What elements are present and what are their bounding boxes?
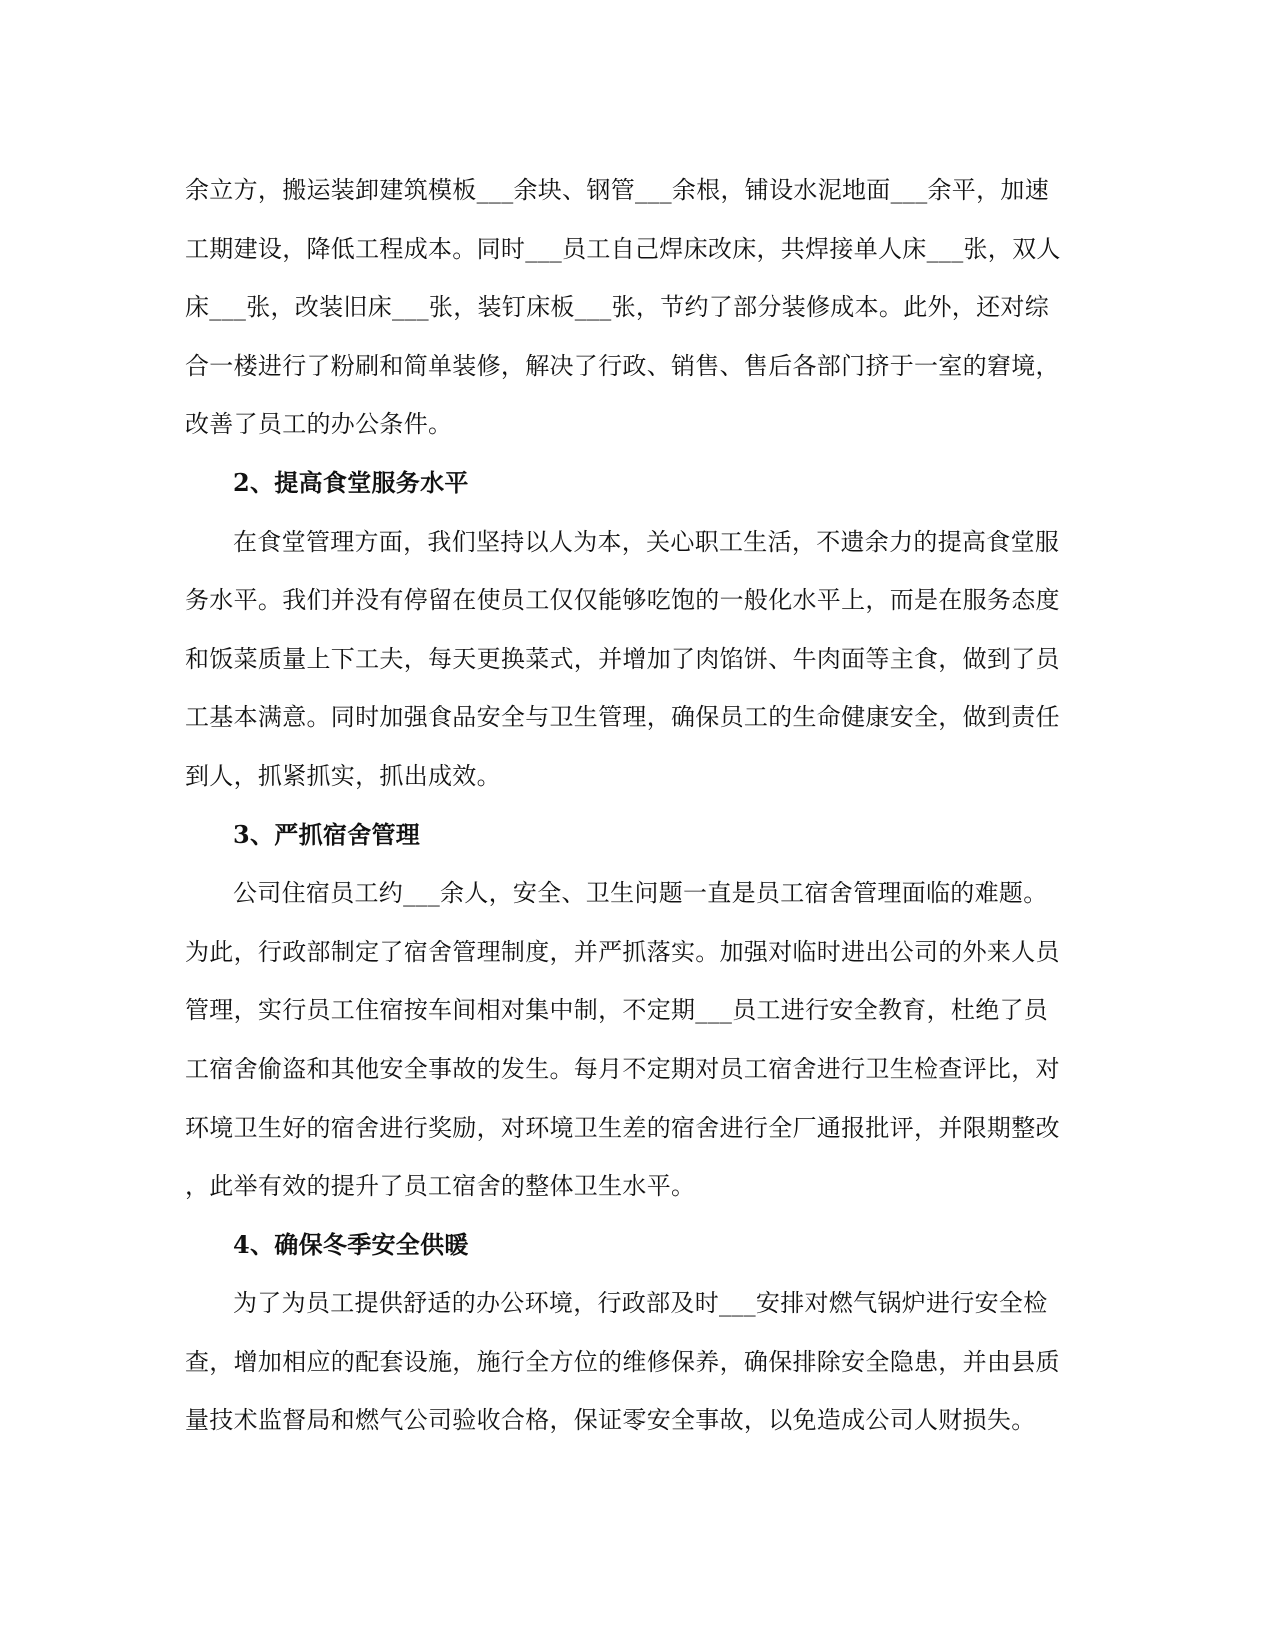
paragraph-line: 到人，抓紧抓实，抓出成效。 bbox=[185, 761, 501, 790]
paragraph-line: 公司住宿员工约___余人，安全、卫生问题一直是员工宿舍管理面临的难题。 bbox=[233, 879, 1048, 908]
paragraph-line: 环境卫生好的宿舍进行奖励，对环境卫生差的宿舍进行全厂通报批评，并限期整改 bbox=[185, 1113, 1060, 1142]
paragraph-line: 工基本满意。同时加强食品安全与卫生管理，确保员工的生命健康安全，做到责任 bbox=[185, 703, 1060, 732]
paragraph-line: 床___张，改装旧床___张，装钉床板___张，节约了部分装修成本。此外，还对综 bbox=[185, 293, 1049, 322]
paragraph-line: 工期建设，降低工程成本。同时___员工自己焊床改床，共焊接单人床___张，双人 bbox=[185, 234, 1061, 263]
paragraph-line: ，此举有效的提升了员工宿舍的整体卫生水平。 bbox=[185, 1172, 696, 1201]
section-heading-canteen: 2、提高食堂服务水平 bbox=[233, 467, 469, 497]
section-heading-heating: 4、确保冬季安全供暖 bbox=[233, 1229, 469, 1259]
paragraph-line: 查，增加相应的配套设施，施行全方位的维修保养，确保排除安全隐患，并由县质 bbox=[185, 1347, 1060, 1376]
paragraph-line: 为了为员工提供舒适的办公环境，行政部及时___安排对燃气锅炉进行安全检 bbox=[233, 1289, 1048, 1318]
paragraph-line: 合一楼进行了粉刷和简单装修，解决了行政、销售、售后各部门挤于一室的窘境， bbox=[185, 351, 1060, 380]
paragraph-line: 为此，行政部制定了宿舍管理制度，并严抓落实。加强对临时进出公司的外来人员 bbox=[185, 937, 1060, 966]
paragraph-line: 改善了员工的办公条件。 bbox=[185, 410, 453, 439]
paragraph-line: 工宿舍偷盗和其他安全事故的发生。每月不定期对员工宿舍进行卫生检查评比，对 bbox=[185, 1054, 1060, 1083]
paragraph-line: 在食堂管理方面，我们坚持以人为本，关心职工生活，不遗余力的提高食堂服 bbox=[233, 527, 1060, 556]
paragraph-line: 管理，实行员工住宿按车间相对集中制，不定期___员工进行安全教育，杜绝了员 bbox=[185, 996, 1049, 1025]
section-heading-dormitory: 3、严抓宿舍管理 bbox=[233, 819, 421, 849]
paragraph-line: 量技术监督局和燃气公司验收合格，保证零安全事故，以免造成公司人财损失。 bbox=[185, 1406, 1036, 1435]
paragraph-line: 务水平。我们并没有停留在使员工仅仅能够吃饱的一般化水平上，而是在服务态度 bbox=[185, 586, 1060, 615]
paragraph-line: 和饭菜质量上下工夫，每天更换菜式，并增加了肉馅饼、牛肉面等主食，做到了员 bbox=[185, 644, 1060, 673]
paragraph-line: 余立方，搬运装卸建筑模板___余块、钢管___余根，铺设水泥地面___余平，加速 bbox=[185, 176, 1049, 204]
document-page bbox=[185, 161, 1095, 1450]
